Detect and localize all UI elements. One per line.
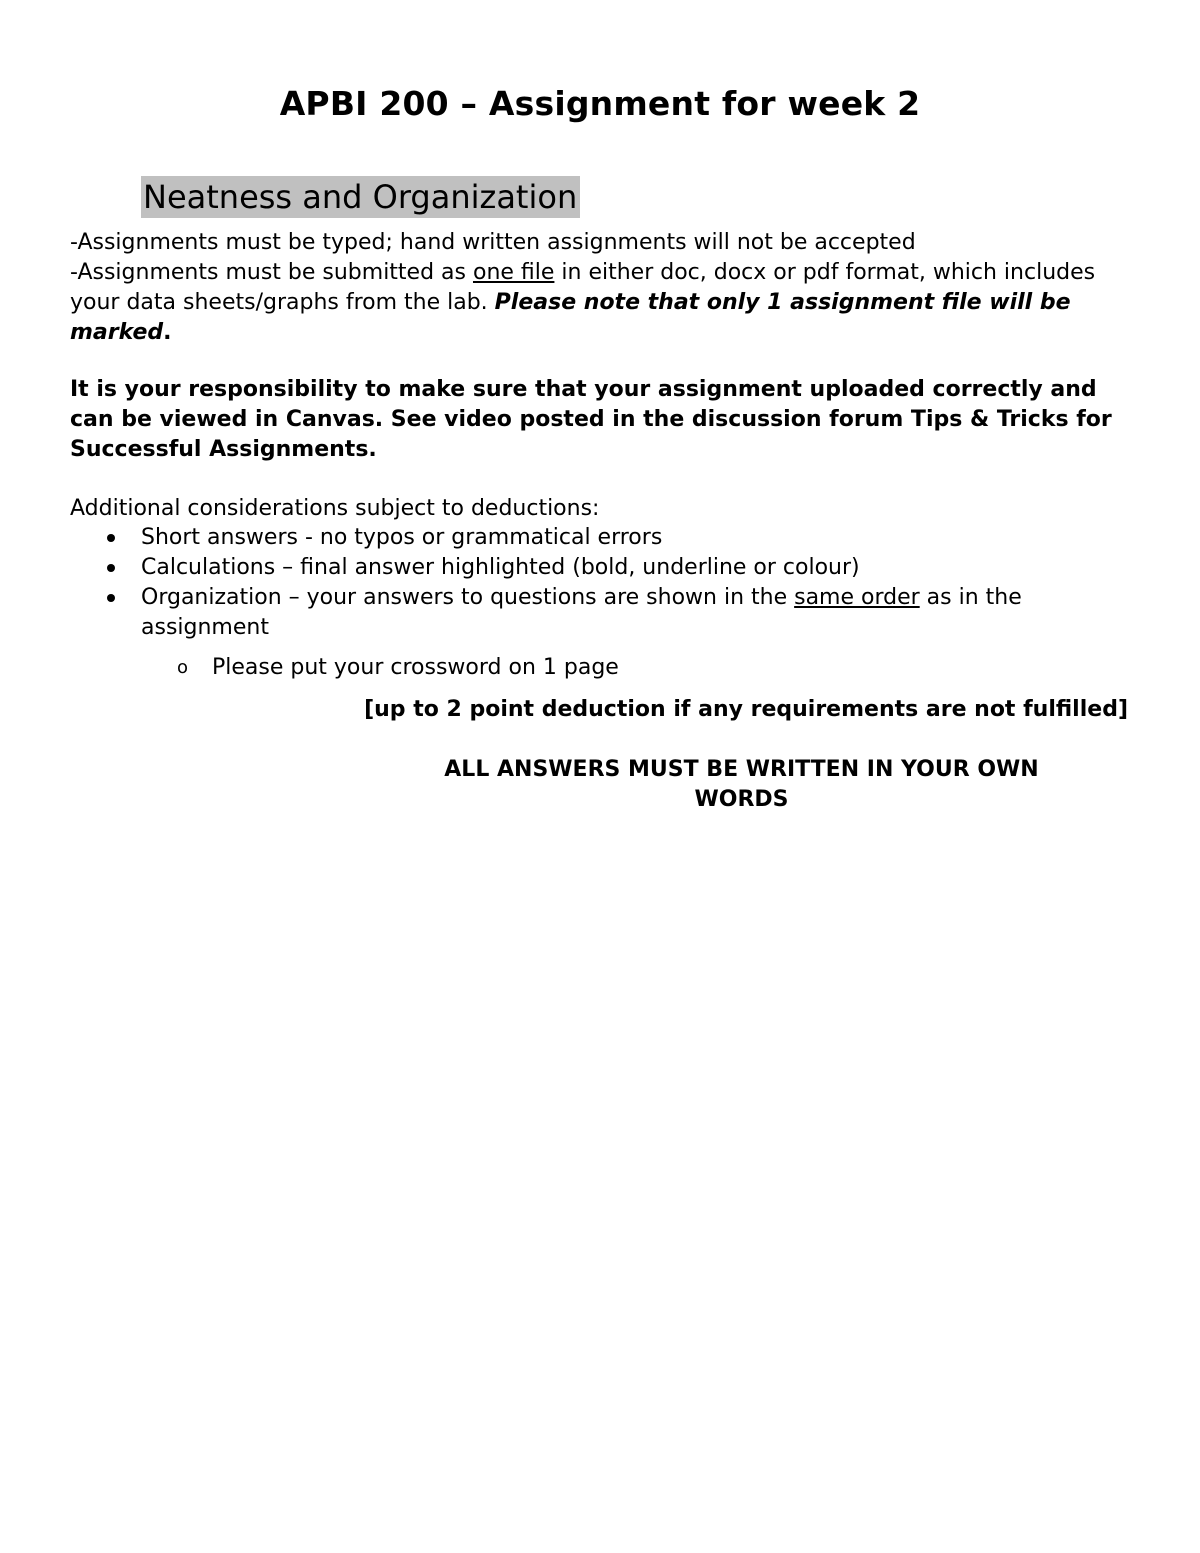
list-item <box>70 583 1130 643</box>
one-file-underlined: one file <box>472 260 555 285</box>
bullet-dot-icon <box>107 564 115 572</box>
deduction-note: [up to 2 point deduction if any requirements are not fulfilled] <box>364 697 1128 722</box>
list-item-text-prefix: Organization – your answers to questions are shown in the <box>141 585 795 610</box>
considerations-intro: Additional considerations subject to deductions: <box>70 496 600 521</box>
list-item-text: Short answers - no typos or grammatical errors <box>141 525 663 550</box>
only-one-file-marked-note: Please note that only 1 assignment file will be marked <box>70 290 1071 345</box>
requirement-typed: -Assignments must be typed; hand written assignments will not be accepted <box>70 230 916 255</box>
list-item-text: Calculations – final answer highlighted (bold, underline or colour) <box>141 555 860 580</box>
circle-bullet-icon: o <box>177 657 189 678</box>
responsibility-note: It is your responsibility to make sure that your assignment uploaded correctly and can be viewed in Canvas. See video posted in the discussion forum Tips & Tricks for Successful Assignments. <box>70 377 1112 462</box>
considerations-list <box>70 523 1130 643</box>
own-words-note: ALL ANSWERS MUST BE WRITTEN IN YOUR OWN WORDS <box>444 757 1039 812</box>
requirement-one-file-suffix: in either doc, docx or pdf format, which includes your data sheets/graphs from the lab. <box>70 260 1096 315</box>
list-item-text-suffix: as in the assignment <box>141 585 1022 640</box>
same-order-underlined: same order <box>794 585 920 610</box>
bullet-dot-icon <box>107 594 115 602</box>
requirement-one-file-prefix: -Assignments must be submitted as <box>70 260 473 285</box>
bullet-dot-icon <box>107 534 115 542</box>
requirement-one-file <box>70 258 1130 348</box>
section-heading: Neatness and Organization <box>141 176 580 218</box>
page-title: APBI 200 – Assignment for week 2 <box>279 84 921 123</box>
requirement-one-file-end: . <box>163 320 172 345</box>
sub-list-item-text: Please put your crossword on 1 page <box>212 655 619 680</box>
list-item <box>70 553 1130 583</box>
list-item <box>70 523 1130 553</box>
